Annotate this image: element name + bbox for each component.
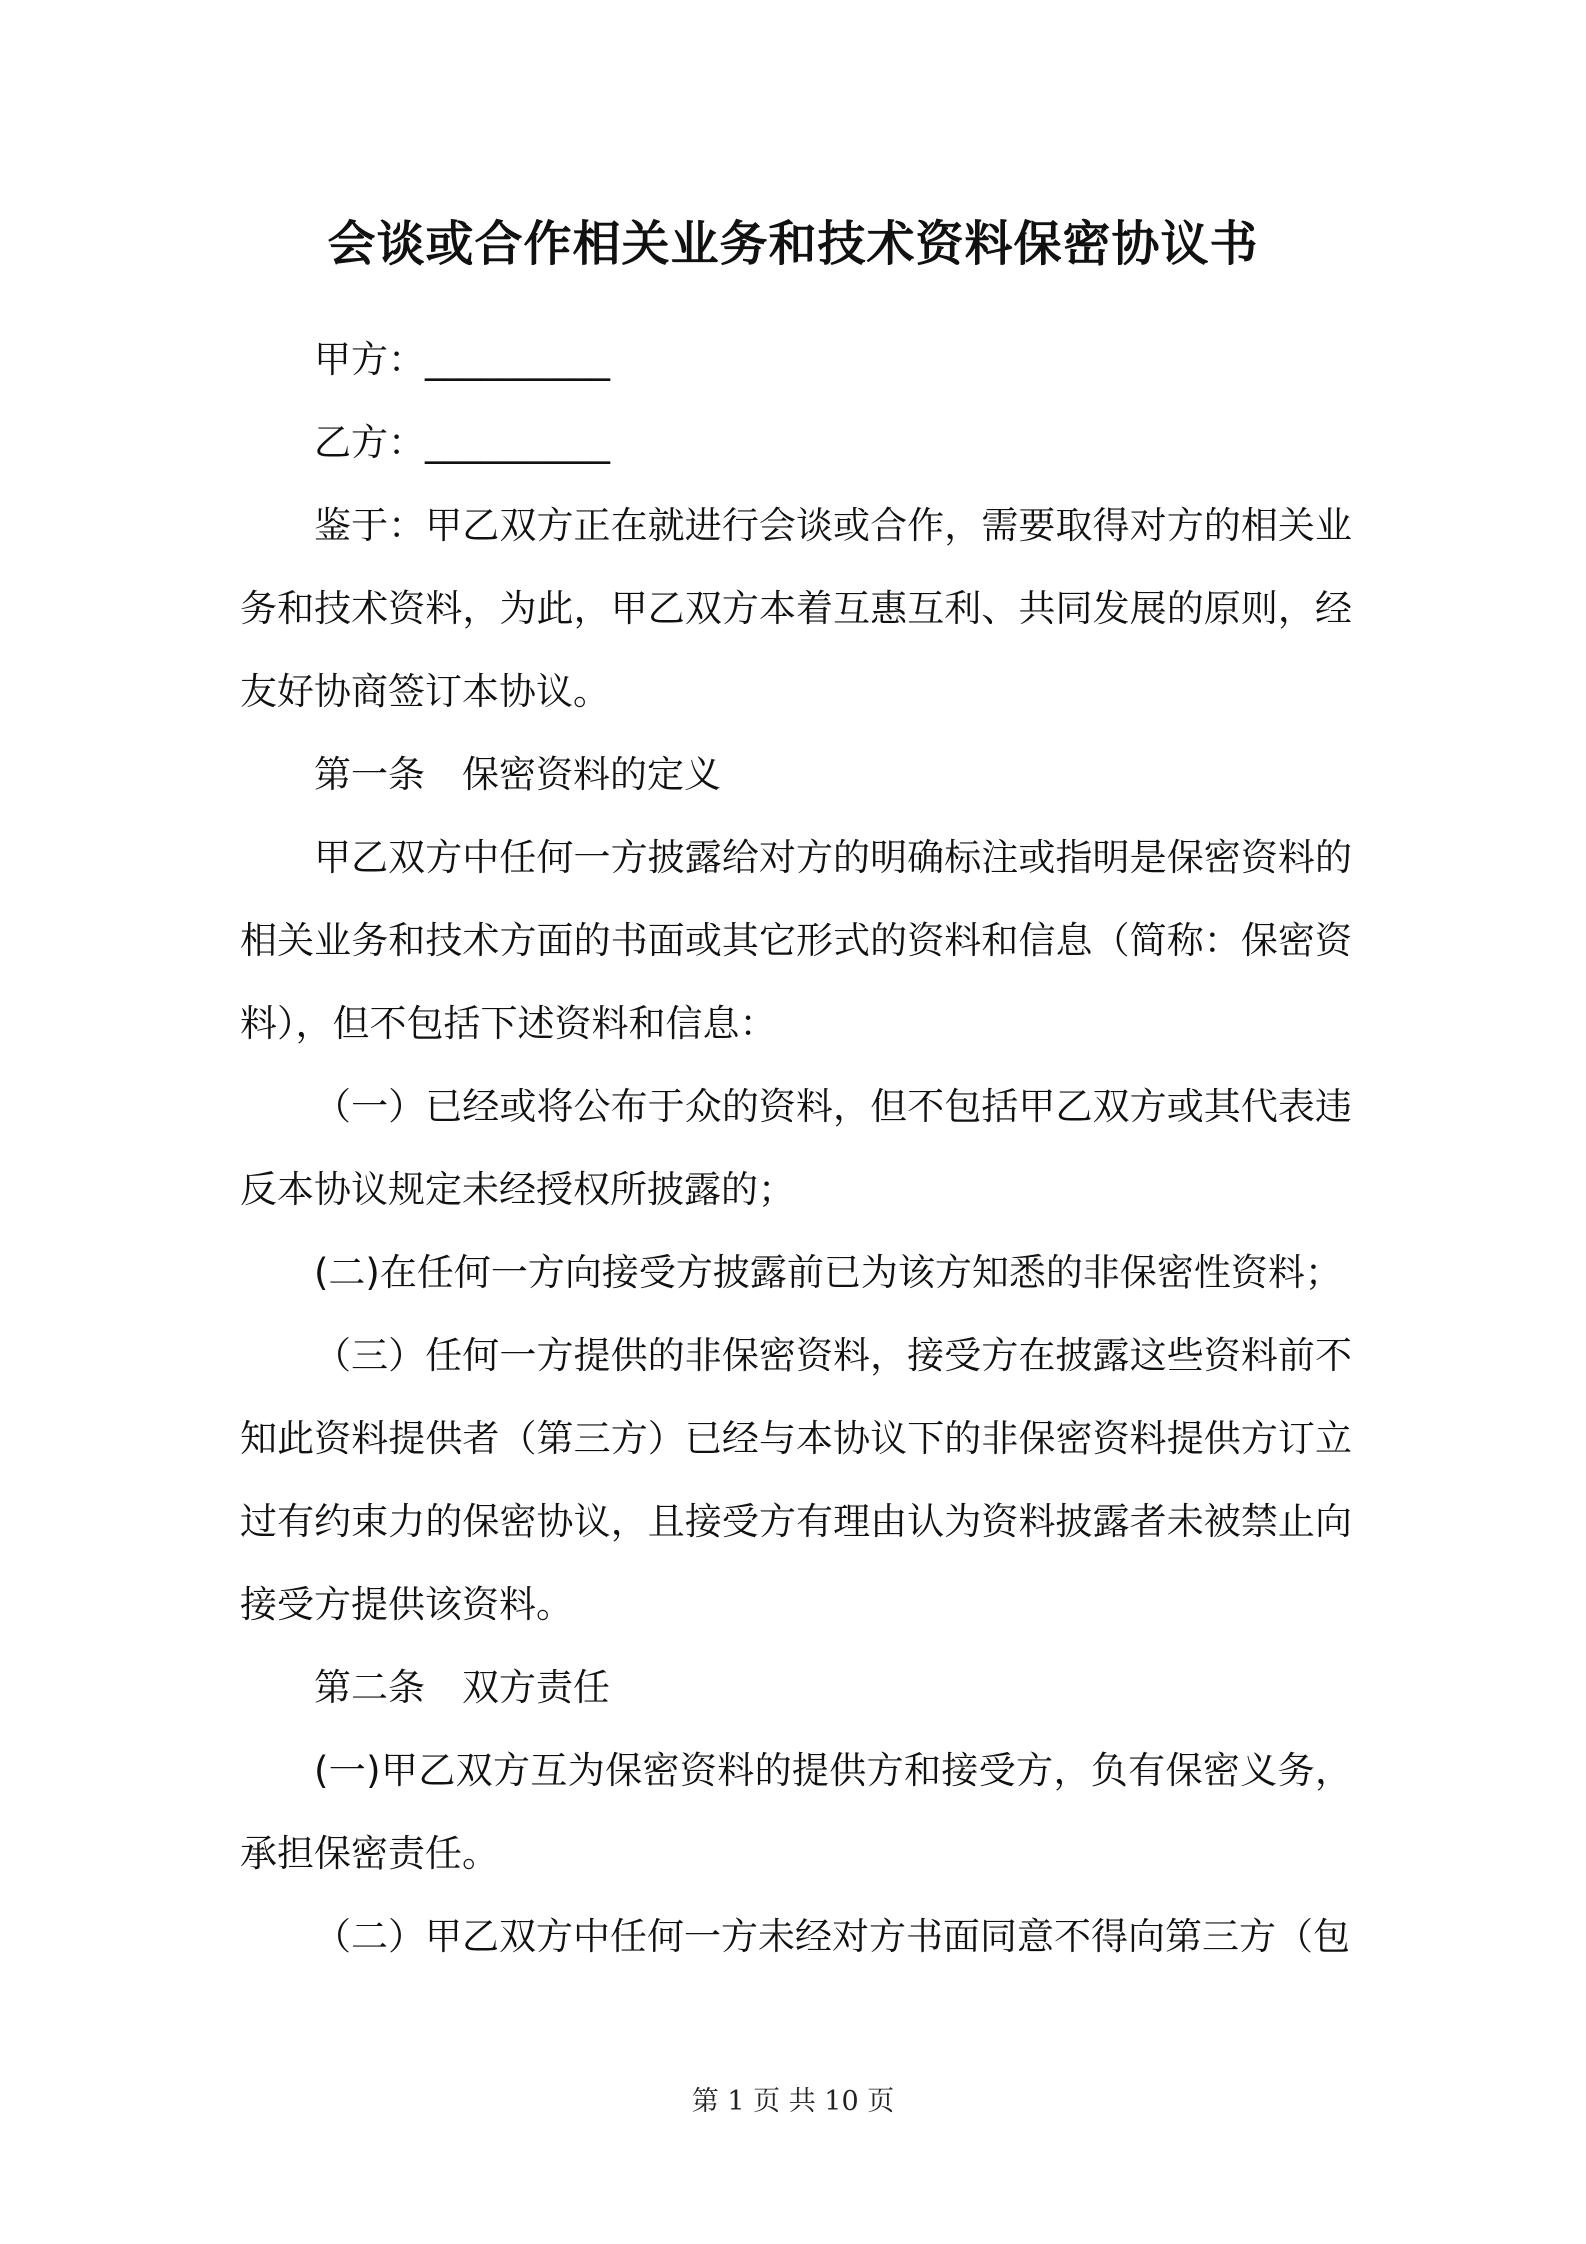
page-footer: 第 1 页 共 10 页 [691, 2086, 895, 2117]
article-one-item-1: （一）已经或将公布于众的资料，但不包括甲乙双方或其代表违反本协议规定未经授权所披露的； [240, 1085, 1352, 1211]
document-title: 会谈或合作相关业务和技术资料保密协议书 [327, 216, 1259, 272]
article-one-heading: 第一条 保密资料的定义 [314, 753, 721, 796]
article-one-paragraph: 甲乙双方中任何一方披露给对方的明确标注或指明是保密资料的相关业务和技术方面的书面或其它形式的资料和信息（简称：保密资料），但不包括下述资料和信息： [240, 836, 1352, 1045]
party-b-line: 乙方：__________ [314, 421, 610, 464]
article-two-item-2: （二）甲乙双方中任何一方未经对方书面同意不得向第三方（包 [314, 1915, 1350, 1958]
preamble-paragraph: 鉴于：甲乙双方正在就进行会谈或合作，需要取得对方的相关业务和技术资料，为此，甲乙双方本着互惠互利、共同发展的原则，经友好协商签订本协议。 [240, 504, 1352, 713]
article-two-heading: 第二条 双方责任 [314, 1666, 610, 1709]
article-one-item-2: (二)在任何一方向接受方披露前已为该方知悉的非保密性资料； [314, 1251, 1342, 1294]
article-two-item-1: (一)甲乙双方互为保密资料的提供方和接受方，负有保密义务，承担保密责任。 [240, 1749, 1352, 1875]
party-a-line: 甲方：__________ [314, 338, 610, 381]
document-body [240, 318, 1352, 1978]
article-one-item-3: （三）任何一方提供的非保密资料，接受方在披露这些资料前不知此资料提供者（第三方）已经与本协议下的非保密资料提供方订立过有约束力的保密协议，且接受方有理由认为资料披露者未被禁止向接受方提供该资料。 [240, 1334, 1352, 1626]
